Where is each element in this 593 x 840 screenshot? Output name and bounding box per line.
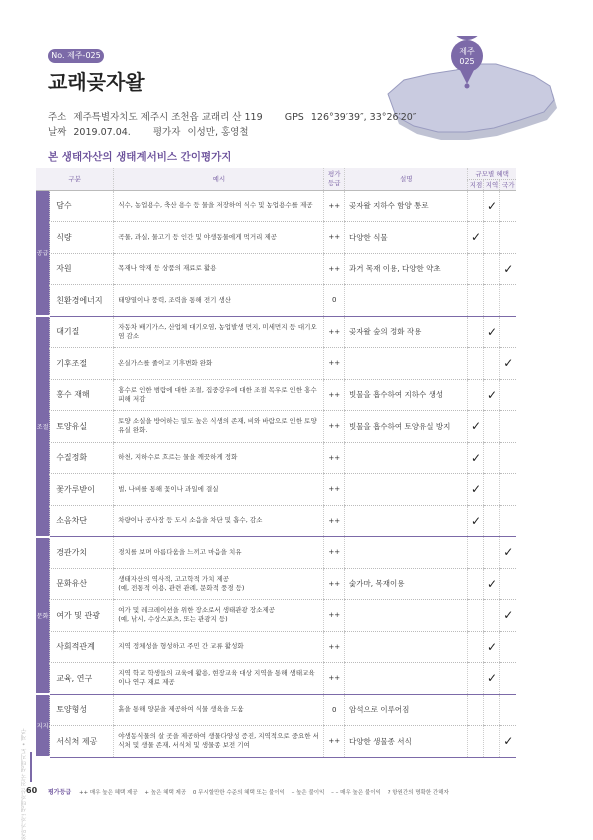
service-name: 홍수 재해 bbox=[50, 379, 114, 411]
check-mark-icon: ✓ bbox=[503, 261, 514, 276]
service-name: 여가 및 관광 bbox=[50, 600, 114, 632]
service-description bbox=[345, 442, 468, 474]
check-regional bbox=[484, 726, 500, 758]
service-grade: ++ bbox=[324, 631, 345, 663]
check-local bbox=[468, 442, 484, 474]
service-example: 태양열이나 풍력, 조력을 통해 전기 생산 bbox=[114, 285, 324, 317]
check-mark-icon: ✓ bbox=[503, 734, 514, 749]
service-example: 지역 학교 학생들의 교육에 활용, 현장교육 대상 지역을 통해 생태교육이나 연구 재료 제공 bbox=[114, 663, 324, 695]
check-mark-icon: ✓ bbox=[486, 324, 497, 339]
check-local bbox=[468, 568, 484, 600]
grade-legend bbox=[48, 787, 454, 796]
category-label: 문화 bbox=[36, 537, 50, 695]
table-row bbox=[36, 253, 516, 285]
check-mark-icon: ✓ bbox=[503, 608, 514, 623]
check-regional bbox=[484, 348, 500, 380]
table-row bbox=[36, 663, 516, 695]
check-local bbox=[468, 474, 484, 506]
service-description: 곶자왈 숲의 정화 작용 bbox=[345, 316, 468, 348]
map-pin-number: 025 bbox=[459, 57, 475, 66]
legend-title: 평가등급 bbox=[48, 789, 72, 796]
col-benefit-scale: 규모별 혜택 bbox=[468, 168, 516, 179]
table-row bbox=[36, 348, 516, 380]
service-example: 지역 정체성을 형성하고 주민 간 교류 활성화 bbox=[114, 631, 324, 663]
service-name: 꽃가루받이 bbox=[50, 474, 114, 506]
service-name: 소음차단 bbox=[50, 505, 114, 537]
service-name: 토양형성 bbox=[50, 694, 114, 726]
service-grade: ++ bbox=[324, 663, 345, 695]
table-row bbox=[36, 568, 516, 600]
meta-date-line bbox=[48, 124, 253, 138]
check-regional bbox=[484, 631, 500, 663]
service-description: 빗물을 흡수하여 지하수 생성 bbox=[345, 379, 468, 411]
service-example: 경치를 보며 아름다움을 느끼고 마음을 치유 bbox=[114, 537, 324, 569]
col-description: 설명 bbox=[345, 168, 468, 190]
check-national bbox=[500, 474, 516, 506]
check-local bbox=[468, 222, 484, 254]
table-row bbox=[36, 411, 516, 443]
service-example: 흙을 통해 양분을 제공하여 식물 생육을 도움 bbox=[114, 694, 324, 726]
check-national bbox=[500, 285, 516, 317]
service-grade: ++ bbox=[324, 190, 345, 222]
check-regional bbox=[484, 442, 500, 474]
sidebar-accent-bar bbox=[30, 752, 32, 782]
table-row bbox=[36, 474, 516, 506]
check-local bbox=[468, 348, 484, 380]
check-regional bbox=[484, 316, 500, 348]
service-example: 온실가스를 줄이고 기후변화 완화 bbox=[114, 348, 324, 380]
check-national bbox=[500, 537, 516, 569]
service-description bbox=[345, 537, 468, 569]
service-name: 토양유실 bbox=[50, 411, 114, 443]
section-title: 본 생태자산의 생태계서비스 간이평가지 bbox=[48, 151, 232, 163]
check-national bbox=[500, 726, 516, 758]
gps-value: 126°39′39″, 33°26′20″ bbox=[310, 112, 417, 123]
check-mark-icon: ✓ bbox=[486, 639, 497, 654]
check-mark-icon: ✓ bbox=[486, 671, 497, 686]
check-national bbox=[500, 411, 516, 443]
check-regional bbox=[484, 379, 500, 411]
check-local bbox=[468, 600, 484, 632]
service-description bbox=[345, 631, 468, 663]
col-national: 국가 bbox=[501, 181, 515, 189]
check-local bbox=[468, 631, 484, 663]
page-title: 교래곶자왈 bbox=[48, 70, 145, 94]
service-name: 사회적관계 bbox=[50, 631, 114, 663]
check-mark-icon: ✓ bbox=[486, 198, 497, 213]
service-name: 수질정화 bbox=[50, 442, 114, 474]
legend-item: 0 무시할만한 수준의 혜택 또는 불이익 bbox=[192, 790, 285, 796]
service-grade: ++ bbox=[324, 348, 345, 380]
table-row bbox=[36, 379, 516, 411]
ecosystem-service-table bbox=[36, 168, 516, 758]
service-description bbox=[345, 663, 468, 695]
check-national bbox=[500, 222, 516, 254]
check-mark-icon: ✓ bbox=[470, 450, 481, 465]
check-local bbox=[468, 411, 484, 443]
address-label: 주소 bbox=[48, 112, 67, 123]
col-grade: 평가 등급 bbox=[324, 168, 345, 190]
service-grade: ++ bbox=[324, 600, 345, 632]
service-example: 홍수로 인한 범람에 대한 조절, 집중강우에 대한 조절 목우로 인한 홍수피해 저감 bbox=[114, 379, 324, 411]
service-grade: ++ bbox=[324, 568, 345, 600]
service-description: 다양한 생물종 서식 bbox=[345, 726, 468, 758]
check-local bbox=[468, 505, 484, 537]
table-row bbox=[36, 505, 516, 537]
check-national bbox=[500, 663, 516, 695]
check-local bbox=[468, 663, 484, 695]
check-local bbox=[468, 537, 484, 569]
legend-item: – – 매우 높은 불이익 bbox=[331, 790, 381, 796]
service-grade: ++ bbox=[324, 505, 345, 537]
service-grade: ++ bbox=[324, 474, 345, 506]
service-description: 다양한 식물 bbox=[345, 222, 468, 254]
service-description bbox=[345, 285, 468, 317]
table-row bbox=[36, 190, 516, 222]
service-name: 자원 bbox=[50, 253, 114, 285]
address-value: 제주특별자치도 제주시 조천읍 교래리 산 119 bbox=[73, 112, 263, 123]
service-description: 빗물을 흡수하여 토양유실 방지 bbox=[345, 411, 468, 443]
check-regional bbox=[484, 537, 500, 569]
check-local bbox=[468, 190, 484, 222]
service-example: 곡물, 과실, 물고기 등 인간 및 야생동물에게 먹거리 제공 bbox=[114, 222, 324, 254]
check-regional bbox=[484, 568, 500, 600]
service-example: 차량이나 공사장 등 도시 소음을 차단 및 흡수, 감소 bbox=[114, 505, 324, 537]
evaluator-value: 이성만, 홍영철 bbox=[187, 127, 249, 138]
check-national bbox=[500, 253, 516, 285]
service-description: 과거 목재 이용, 다양한 약초 bbox=[345, 253, 468, 285]
check-local bbox=[468, 379, 484, 411]
service-grade: ++ bbox=[324, 411, 345, 443]
check-national bbox=[500, 568, 516, 600]
sidebar-caption: 찾아가자! 생태자산 전국 생태지도 • 제주 bbox=[21, 728, 28, 840]
category-label: 조절 bbox=[36, 316, 50, 537]
check-national bbox=[500, 694, 516, 726]
page-badge: No. 제주-025 bbox=[48, 49, 104, 63]
service-grade: ++ bbox=[324, 222, 345, 254]
service-example: 생태자산의 역사적, 고고학적 가치 제공 (예, 전통적 이용, 관련 관례, 문화적 풍경 등) bbox=[114, 568, 324, 600]
check-regional bbox=[484, 222, 500, 254]
check-regional bbox=[484, 694, 500, 726]
check-mark-icon: ✓ bbox=[470, 513, 481, 528]
gps-label: GPS bbox=[284, 112, 304, 123]
service-description bbox=[345, 348, 468, 380]
check-national bbox=[500, 442, 516, 474]
check-mark-icon: ✓ bbox=[486, 576, 497, 591]
check-regional bbox=[484, 411, 500, 443]
service-name: 담수 bbox=[50, 190, 114, 222]
check-local bbox=[468, 253, 484, 285]
service-example: 목재나 약재 등 상품의 재료로 활용 bbox=[114, 253, 324, 285]
table-row bbox=[36, 285, 516, 317]
service-description bbox=[345, 474, 468, 506]
table-row bbox=[36, 600, 516, 632]
jeju-island-map bbox=[370, 36, 570, 146]
check-regional bbox=[484, 474, 500, 506]
service-example: 식수, 농업용수, 축산 용수 등 물을 저장하여 식수 및 농업용수를 제공 bbox=[114, 190, 324, 222]
check-national bbox=[500, 379, 516, 411]
service-grade: ++ bbox=[324, 537, 345, 569]
service-example: 여가 및 레크레이션을 위한 장소로서 생태관광 장소제공 (예, 낚시, 수상스포츠, 또는 관광지 등) bbox=[114, 600, 324, 632]
table-row bbox=[36, 442, 516, 474]
service-example: 토양 소실을 방어하는 밀도 높은 식생의 존재, 비와 바람으로 인한 토양유실 완화. bbox=[114, 411, 324, 443]
island-shape bbox=[388, 64, 557, 140]
check-mark-icon: ✓ bbox=[470, 482, 481, 497]
check-local bbox=[468, 316, 484, 348]
service-grade: ++ bbox=[324, 379, 345, 411]
table-row bbox=[36, 694, 516, 726]
service-example: 야생동식물의 살 곳을 제공하여 생물다양성 증진, 지역적으로 중요한 서식처 및 생물 존재, 서식처 및 생물종 보전 기여 bbox=[114, 726, 324, 758]
date-value: 2019.07.04. bbox=[73, 127, 131, 138]
service-name: 식량 bbox=[50, 222, 114, 254]
service-description: 숯가마, 목재이용 bbox=[345, 568, 468, 600]
map-pin-region: 제주 bbox=[459, 47, 475, 56]
service-description: 암석으로 이루어짐 bbox=[345, 694, 468, 726]
check-mark-icon: ✓ bbox=[503, 356, 514, 371]
check-mark-icon: ✓ bbox=[470, 419, 481, 434]
date-label: 날짜 bbox=[48, 127, 67, 138]
meta-address-line bbox=[48, 109, 548, 123]
check-national bbox=[500, 505, 516, 537]
table-row bbox=[36, 537, 516, 569]
category-label: 공급 bbox=[36, 190, 50, 316]
service-name: 대기질 bbox=[50, 316, 114, 348]
check-local bbox=[468, 726, 484, 758]
check-regional bbox=[484, 663, 500, 695]
check-mark-icon: ✓ bbox=[503, 545, 514, 560]
check-national bbox=[500, 316, 516, 348]
table-row bbox=[36, 726, 516, 758]
check-local bbox=[468, 694, 484, 726]
check-regional bbox=[484, 600, 500, 632]
col-local: 지점 bbox=[469, 181, 483, 189]
check-regional bbox=[484, 253, 500, 285]
service-description: 곶자왈 지하수 함양 통로 bbox=[345, 190, 468, 222]
table-row bbox=[36, 631, 516, 663]
service-grade: 0 bbox=[324, 694, 345, 726]
check-national bbox=[500, 190, 516, 222]
service-example: 자동차 배기가스, 산업체 대기오염, 농업발생 먼지, 미세먼지 등 대기오염 감소 bbox=[114, 316, 324, 348]
service-grade: ++ bbox=[324, 726, 345, 758]
service-name: 친환경에너지 bbox=[50, 285, 114, 317]
service-grade: ++ bbox=[324, 253, 345, 285]
service-grade: ++ bbox=[324, 442, 345, 474]
legend-item: ? 항원간의 명확한 간해자 bbox=[387, 790, 449, 796]
check-regional bbox=[484, 505, 500, 537]
service-name: 문화유산 bbox=[50, 568, 114, 600]
col-example: 예시 bbox=[114, 168, 324, 190]
service-description bbox=[345, 505, 468, 537]
table-row bbox=[36, 316, 516, 348]
service-name: 경관가치 bbox=[50, 537, 114, 569]
col-category: 구분 bbox=[36, 168, 114, 190]
service-name: 서식처 제공 bbox=[50, 726, 114, 758]
check-mark-icon: ✓ bbox=[486, 387, 497, 402]
evaluator-label: 평가자 bbox=[152, 127, 181, 138]
service-name: 기후조절 bbox=[50, 348, 114, 380]
check-national bbox=[500, 631, 516, 663]
legend-item: ++ 매우 높은 혜택 제공 bbox=[78, 790, 138, 796]
check-regional bbox=[484, 190, 500, 222]
service-name: 교육, 연구 bbox=[50, 663, 114, 695]
check-regional bbox=[484, 285, 500, 317]
check-national bbox=[500, 600, 516, 632]
check-local bbox=[468, 285, 484, 317]
legend-item: + 높은 혜택 제공 bbox=[144, 790, 187, 796]
table-row bbox=[36, 222, 516, 254]
page-number: 60 bbox=[26, 786, 38, 795]
check-national bbox=[500, 348, 516, 380]
service-description bbox=[345, 600, 468, 632]
category-label: 지지 bbox=[36, 694, 50, 757]
service-grade: ++ bbox=[324, 316, 345, 348]
check-mark-icon: ✓ bbox=[470, 230, 481, 245]
col-regional: 지역 bbox=[485, 181, 499, 189]
service-example: 벌, 나비를 통해 꽃이나 과일에 결실 bbox=[114, 474, 324, 506]
service-grade: 0 bbox=[324, 285, 345, 317]
legend-item: – 높은 불이익 bbox=[291, 790, 325, 796]
service-example: 하천, 지하수로 흐르는 물을 깨끗하게 정화 bbox=[114, 442, 324, 474]
